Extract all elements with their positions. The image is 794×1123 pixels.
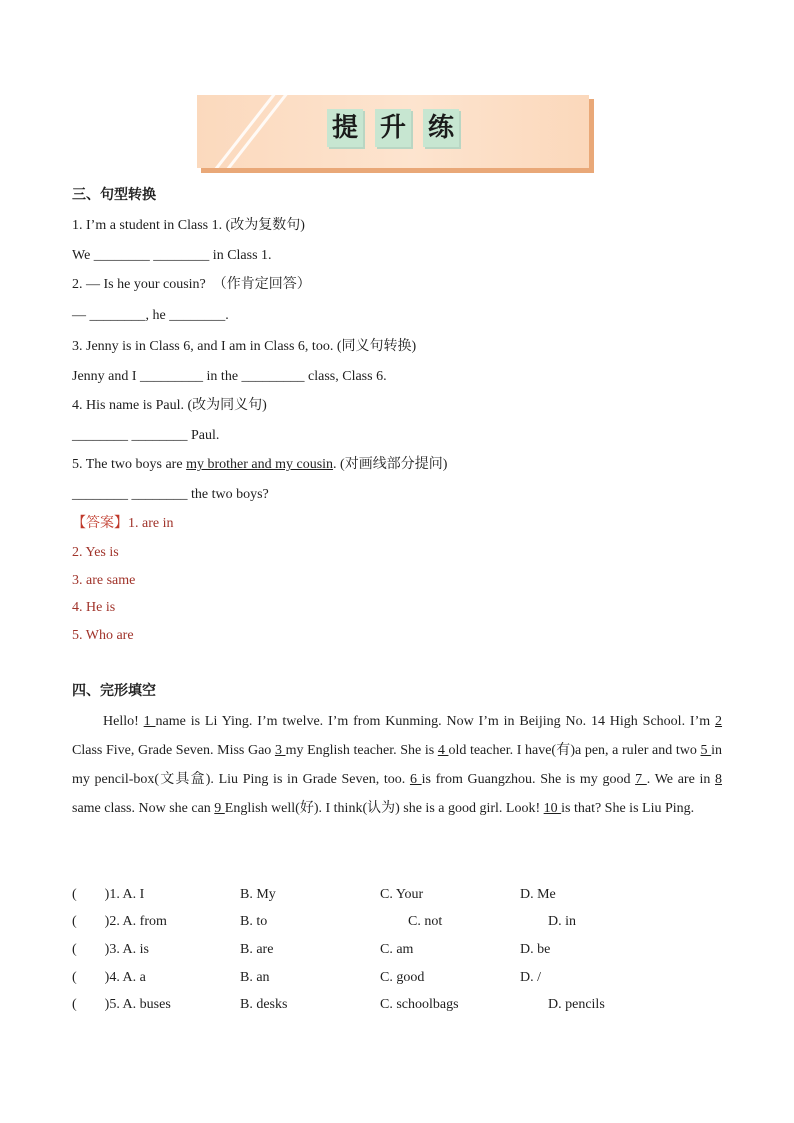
passage-text: name is Li Ying. I’m twelve. I’m from Kunming. Now I’m in Beijing No. 14 High School. I’m [155, 714, 711, 729]
cloze-blank: 2 [715, 714, 723, 729]
passage-text: is from Guangzhou. She is my good [421, 772, 631, 787]
cloze-blank: 6 [409, 772, 422, 787]
question-line: 3. Jenny is in Class 6, and I am in Class 6, too. (同义句转换) [72, 339, 417, 354]
cloze-blank: 7 [635, 772, 647, 787]
option-d: D. Me [520, 887, 556, 902]
option-b: B. My [240, 887, 276, 902]
answer-line [72, 514, 173, 533]
banner-title [197, 109, 589, 147]
option-question: ( )1. A. I [72, 887, 145, 902]
answer-blank-line: ________ ________ Paul. [72, 428, 220, 443]
cloze-blank: 4 [437, 743, 449, 758]
option-question: ( )5. A. buses [72, 997, 171, 1012]
answer-item: 1. are in [128, 516, 174, 531]
option-c: C. Your [380, 887, 424, 902]
answer-item: 3. are same [72, 573, 136, 588]
passage-text: in my pencil-box(文具盒). Liu Ping is in Grade Seven, too. [72, 743, 723, 787]
option-b: B. an [240, 970, 270, 985]
passage-text: English well(好). I think(认为) she is a good girl. Look! [224, 801, 541, 816]
option-b: B. to [240, 914, 268, 929]
option-d: D. be [520, 942, 551, 957]
question-line [72, 456, 447, 474]
passage-text: . We are in [646, 772, 711, 787]
q5-suffix: . (对画线部分提问) [333, 457, 448, 472]
option-c: C. good [380, 970, 425, 985]
passage-text: old teacher. I have(有)a pen, a ruler and two [448, 743, 697, 758]
answer-item: 4. He is [72, 600, 116, 615]
passage-text: my English teacher. She is [285, 743, 435, 758]
option-question: ( )3. A. is [72, 942, 149, 957]
section4-heading: 四、完形填空 [72, 683, 156, 699]
option-d: D. in [548, 914, 576, 929]
cloze-blank: 3 [274, 743, 286, 758]
option-b: B. are [240, 942, 274, 957]
q5-underlined: my brother and my cousin [186, 457, 334, 472]
answer-blank-line: We ________ ________ in Class 1. [72, 248, 272, 263]
q5-prefix: 5. The two boys are [72, 457, 187, 472]
option-b: B. desks [240, 997, 288, 1012]
passage-text: Hello! [103, 714, 139, 729]
answer-item: 2. Yes is [72, 545, 119, 560]
passage-text: Class Five, Grade Seven. Miss Gao [72, 743, 272, 758]
cloze-blank: 10 [543, 801, 562, 816]
cloze-blank: 1 [143, 714, 156, 729]
option-d: D. / [520, 970, 541, 985]
banner-panel [197, 95, 589, 168]
option-c: C. not [408, 914, 443, 929]
cloze-blank: 9 [214, 801, 225, 816]
banner-char: 练 [423, 109, 459, 147]
passage-text: is that? She is Liu Ping. [561, 801, 695, 816]
answer-blank-line: Jenny and I _________ in the _________ class, Class 6. [72, 369, 387, 384]
cloze-blank: 5 [700, 743, 712, 758]
passage-text: same class. Now she can [72, 801, 211, 816]
answer-item: 5. Who are [72, 628, 134, 643]
cloze-passage [72, 707, 722, 823]
answer-tag: 【答案】 [72, 515, 128, 531]
question-line: 4. His name is Paul. (改为同义句) [72, 398, 267, 413]
banner-char: 升 [375, 109, 411, 147]
option-d: D. pencils [548, 997, 605, 1012]
banner-char: 提 [327, 109, 363, 147]
answer-blank-line: — ________, he ________. [72, 308, 229, 323]
question-line: 2. — Is he your cousin? （作肯定回答） [72, 277, 311, 292]
cloze-blank: 8 [715, 772, 723, 787]
option-c: C. am [380, 942, 414, 957]
title-banner [197, 95, 594, 173]
question-line: 1. I’m a student in Class 1. (改为复数句) [72, 218, 305, 233]
option-question: ( )2. A. from [72, 914, 167, 929]
option-c: C. schoolbags [380, 997, 459, 1012]
section3-heading: 三、句型转换 [72, 187, 156, 203]
option-question: ( )4. A. a [72, 970, 146, 985]
answer-blank-line: ________ ________ the two boys? [72, 487, 269, 502]
